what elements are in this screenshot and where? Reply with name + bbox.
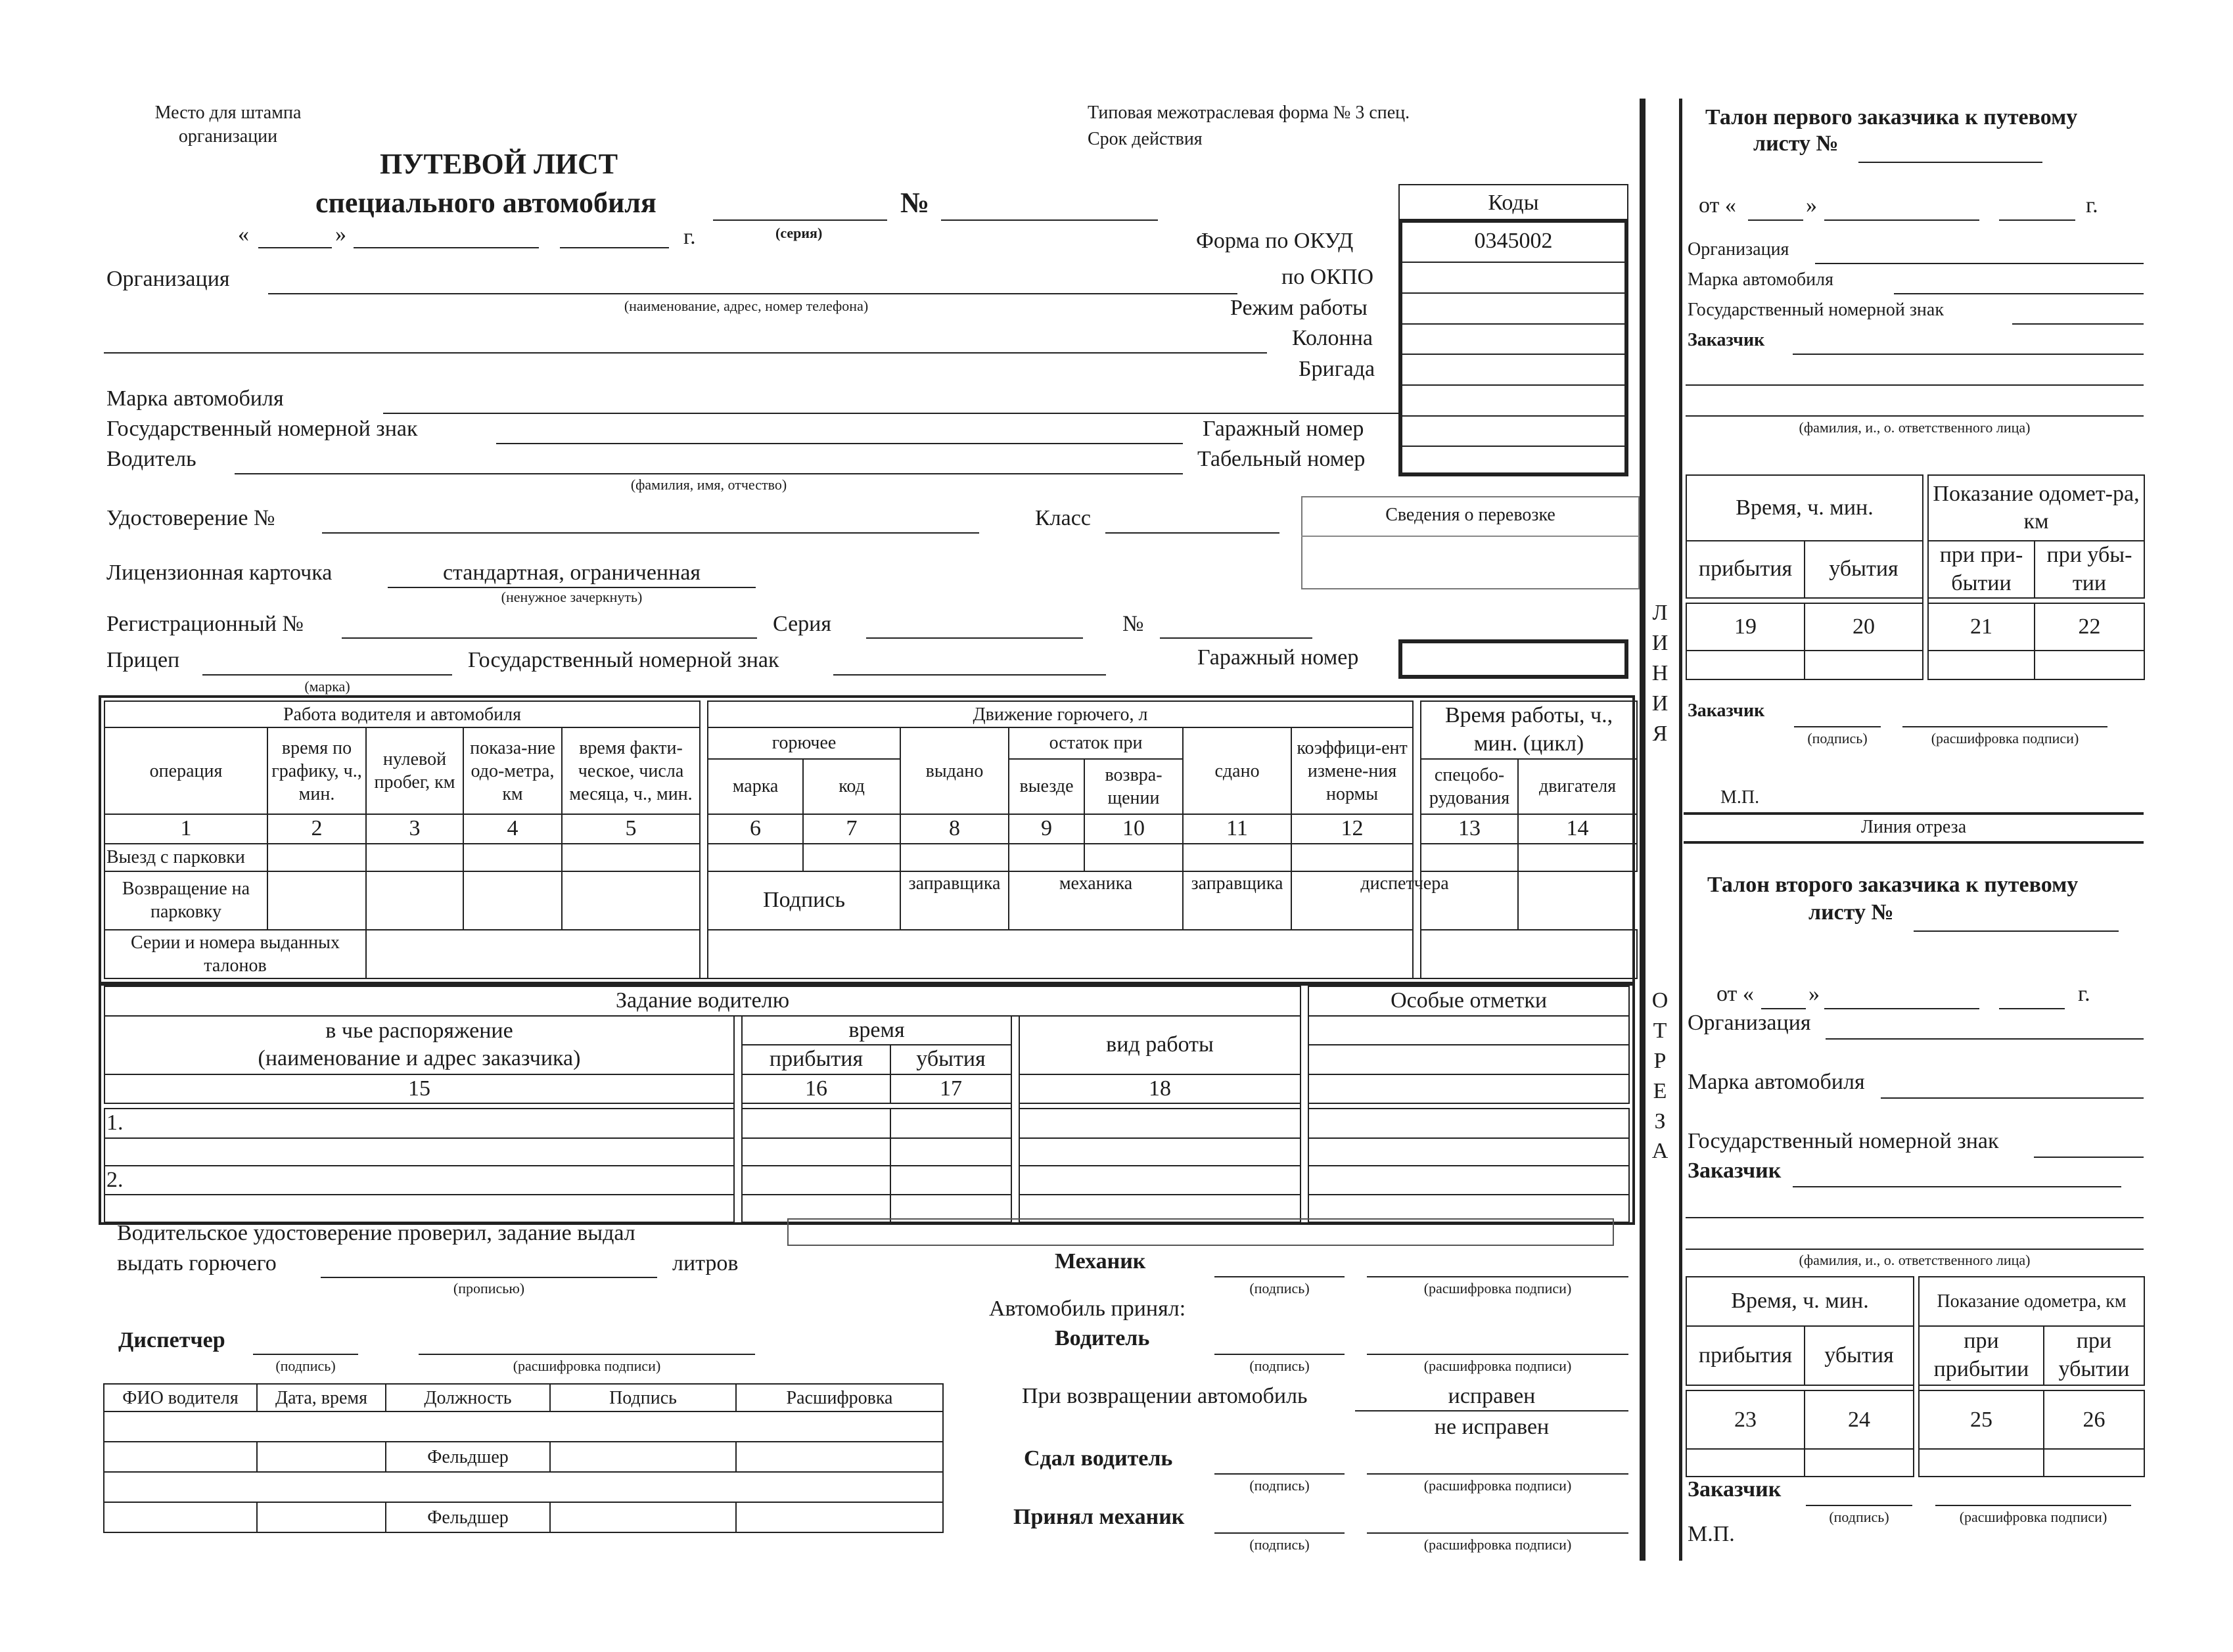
- driver-field[interactable]: [235, 473, 1183, 474]
- coupon2-title: Талон второго заказчика к путевому: [1707, 873, 2079, 897]
- mechanic-label: Механик: [1055, 1249, 1146, 1273]
- accepted-mechanic-decode[interactable]: [1367, 1532, 1628, 1534]
- license-options: стандартная, ограниченная: [442, 561, 701, 585]
- codes-header: Коды: [1398, 184, 1628, 220]
- coupon1-title: Талон первого заказчика к путевому: [1705, 105, 2078, 129]
- car-brand-field[interactable]: [383, 413, 1398, 414]
- coupon1-customer-field[interactable]: [1793, 354, 2144, 355]
- series-field[interactable]: [866, 637, 1083, 639]
- coupon2-signature[interactable]: [1806, 1505, 1912, 1506]
- driver-signature[interactable]: [1214, 1354, 1345, 1355]
- row-exit-parking: Выезд с парковки: [104, 844, 267, 871]
- medical-table: ФИО водителя Дата, время Должность Подпись Расшифровка Фельдшер Фельдшер: [103, 1383, 944, 1533]
- plate-field[interactable]: [496, 443, 1183, 444]
- form-type: Типовая межотраслевая форма № 3 спец.: [1088, 103, 1410, 123]
- handed-driver-decode[interactable]: [1367, 1473, 1628, 1475]
- cut-line-horizontal: Линия отреза: [1860, 817, 1967, 837]
- coupon1-number-field[interactable]: [1858, 162, 2042, 163]
- dispatcher-label: Диспетчер: [118, 1328, 225, 1352]
- handed-driver-label: Сдал водитель: [1024, 1446, 1173, 1471]
- customer-column: в чье распоряжение (наименование и адрес заказчика): [104, 1016, 734, 1074]
- fuel-amount-field[interactable]: [321, 1277, 657, 1278]
- coupon1-signature[interactable]: [1794, 726, 1881, 727]
- accepted-mechanic-signature[interactable]: [1214, 1532, 1345, 1534]
- coupon1-decode[interactable]: [1902, 726, 2107, 727]
- date-day-field[interactable]: [258, 247, 332, 248]
- row-return-parking: Возвращение на парковку: [104, 871, 267, 930]
- date-year-field[interactable]: [560, 247, 669, 248]
- coupon1-org-field[interactable]: [1815, 263, 2144, 264]
- coupon2-plate-field[interactable]: [2034, 1157, 2144, 1158]
- dispatcher-decode[interactable]: [419, 1354, 755, 1355]
- cut-line: [1640, 99, 1646, 1561]
- mechanic-signature[interactable]: [1214, 1276, 1345, 1277]
- form-validity: Срок действия: [1088, 129, 1203, 149]
- organization-field[interactable]: [268, 293, 1237, 294]
- mechanic-decode[interactable]: [1367, 1276, 1628, 1277]
- number-sign: №: [900, 187, 930, 219]
- task-row-1: 1.: [104, 1109, 734, 1138]
- coupon2-number-field[interactable]: [1914, 930, 2119, 932]
- registration-field[interactable]: [342, 637, 757, 639]
- coupon1-table: Время, ч. мин. Показание одомет-ра, км прибытия убытия при при-бытии при убы-тии 19 20 21 22: [1686, 474, 2145, 680]
- row-coupons: Серии и номера выданных талонов: [104, 930, 366, 979]
- task-row-2: 2.: [104, 1166, 734, 1195]
- coupon2-org-field[interactable]: [1826, 1038, 2144, 1040]
- driver-label: Водитель: [1055, 1326, 1150, 1350]
- status-ok[interactable]: исправен: [1448, 1384, 1536, 1408]
- cut-line-word1: Л И Н И Я: [1651, 601, 1669, 746]
- work-table: Работа водителя и автомобиля Движение горючего, л Время работы, ч., мин. (цикл) операция время по графику, ч., мин. нулевой пробег, км показа-ние одо-метра, км время факти-ческое, числа месяца, ч., мин. горючее выдано остаток при сдано коэффици-ент измене-ния нормы марка код выезде возвра-щении спецобо-рудования двигателя 1 2 3 4 5 6 7 8 9 10 11 12 13 14 Выезд с парковки Возвращение на парковку Подпись заправщика механика заправщика диспетчера Серии и номера выданных талонов: [104, 700, 1638, 979]
- form-title: ПУТЕВОЙ ЛИСТ: [380, 148, 618, 180]
- coupon2-car-field[interactable]: [1881, 1097, 2144, 1099]
- accepted-mechanic-label: Принял механик: [1013, 1505, 1185, 1529]
- coupon2-customer-field[interactable]: [1793, 1186, 2121, 1187]
- dispatcher-signature[interactable]: [253, 1354, 358, 1355]
- reg-number-field[interactable]: [1160, 637, 1312, 639]
- trailer-garage-box[interactable]: [1398, 639, 1628, 679]
- waybill-number-field[interactable]: [941, 219, 1158, 221]
- codes-box: [1398, 219, 1628, 476]
- cut-line-word2: О Т Р Е З А: [1651, 988, 1669, 1164]
- status-not-ok[interactable]: не исправен: [1434, 1415, 1550, 1439]
- okud-code: 0345002: [1474, 229, 1553, 253]
- trailer-field[interactable]: [202, 674, 452, 676]
- form-subtitle: специального автомобиля: [315, 187, 656, 219]
- date-month-field[interactable]: [354, 247, 539, 248]
- coupon2-table: Время, ч. мин. Показание одометра, км прибытия убытия при прибытии при убытии 23 24 25 26: [1686, 1276, 2145, 1477]
- coupon1-car-field[interactable]: [1894, 293, 2144, 294]
- coupon1-plate-field[interactable]: [2012, 323, 2144, 325]
- trailer-plate-field[interactable]: [833, 674, 1106, 676]
- stamp-label: Место для штампа организации: [154, 103, 302, 147]
- driver-decode[interactable]: [1367, 1354, 1628, 1355]
- series-caption: (серия): [775, 225, 823, 241]
- class-field[interactable]: [1105, 532, 1279, 534]
- handed-driver-signature[interactable]: [1214, 1473, 1345, 1475]
- certificate-field[interactable]: [322, 532, 979, 534]
- task-table: Задание водителю Особые отметки в чье распоряжение (наименование и адрес заказчика) время вид работы прибытия убытия 15 16 17 18 1. 2.: [104, 986, 1630, 1223]
- coupon2-decode[interactable]: [1935, 1505, 2131, 1506]
